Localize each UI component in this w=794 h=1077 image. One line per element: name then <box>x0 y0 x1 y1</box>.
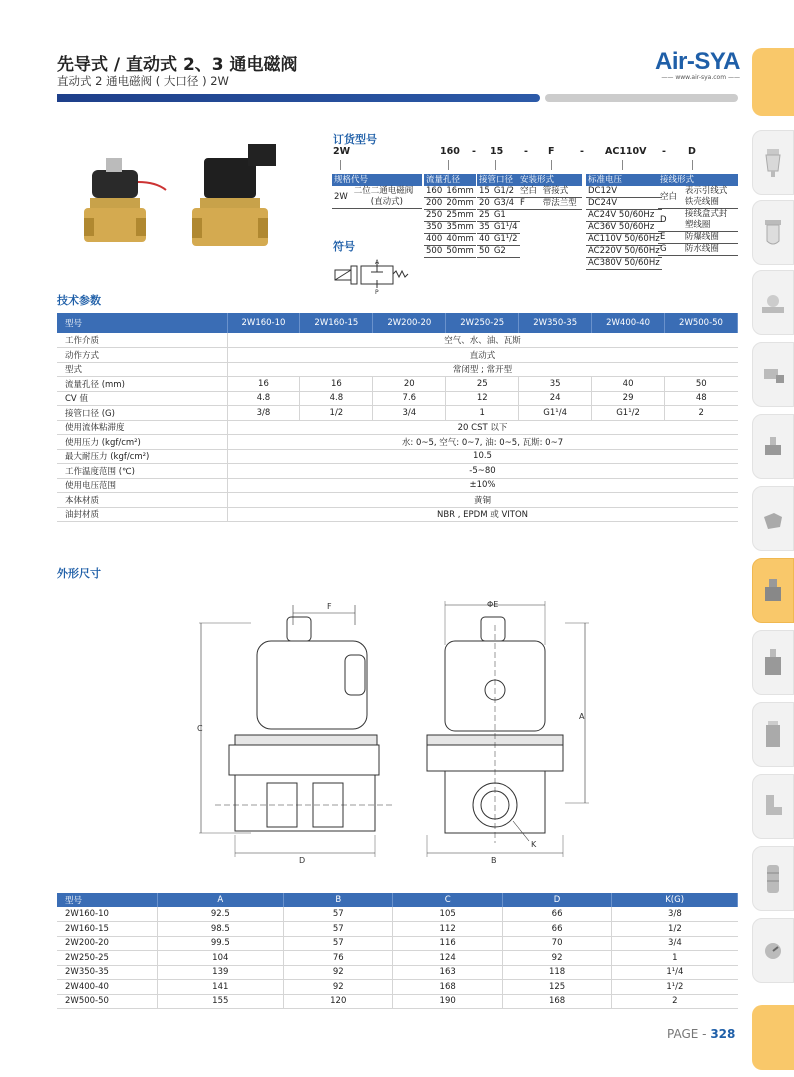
table-row: CV 值 4.8 4.8 7.6 12 24 29 48 <box>57 391 738 406</box>
page-subtitle: 直动式 2 通电磁阀 ( 大口径 ) 2W <box>57 74 229 88</box>
svg-text:A: A <box>375 259 380 266</box>
code-part: - <box>580 146 584 157</box>
filter-icon <box>762 147 784 179</box>
table-header-row: 型号 2W160-10 2W160-15 2W200-20 2W250-25 2W350-35 2W400-40 2W500-50 <box>57 313 738 333</box>
table-row: 2W400-40 141 92 168 125 1¹/2 <box>57 980 738 995</box>
side-tab-regulator[interactable] <box>752 200 794 265</box>
svg-text:F: F <box>327 602 332 611</box>
fitting-icon <box>762 287 784 319</box>
table-row: 使用流体粘滞度 20 CST 以下 <box>57 420 738 435</box>
product-photos <box>70 140 310 260</box>
table-row: 2W500-50 155 120 190 168 2 <box>57 994 738 1009</box>
table-row: 使用电压范围 ±10% <box>57 478 738 493</box>
side-tab-elbow[interactable] <box>752 774 794 839</box>
svg-text:D: D <box>299 856 306 865</box>
muffler-icon <box>762 863 784 895</box>
code-tick <box>340 160 341 170</box>
code-tick <box>495 160 496 170</box>
code-part: F <box>548 146 555 157</box>
table-row: 工作温度范围 (℃) -5~80 <box>57 464 738 479</box>
valve-photo-1 <box>84 158 166 242</box>
code-part: 2W <box>333 146 351 157</box>
svg-text:P: P <box>375 289 379 294</box>
side-tab-filter[interactable] <box>752 130 794 195</box>
code-part: - <box>524 146 528 157</box>
svg-text:B: B <box>491 856 497 865</box>
cup-icon <box>762 217 784 249</box>
order-mount-table: 安装形式 空白 管接式 F 带法兰型 <box>518 174 582 210</box>
table-row: 接管口径 (G) 3/8 1/2 3/4 1 G1¹/4 G1¹/2 2 <box>57 406 738 421</box>
brand-logo <box>640 48 740 81</box>
page-number: PAGE - 328 <box>667 1027 736 1041</box>
side-tab-muffler[interactable] <box>752 846 794 911</box>
code-part: 160 <box>440 146 460 157</box>
code-tick <box>448 160 449 170</box>
header-bar-grey <box>545 94 738 102</box>
svg-text:ΦE: ΦE <box>487 600 499 609</box>
table-row: 工作介质 空气、水、油、瓦斯 <box>57 333 738 348</box>
svg-text:K: K <box>531 840 537 849</box>
logo-url: —— www.air-sya.com —— <box>661 74 740 81</box>
gauge-icon <box>762 935 784 967</box>
table-row: 2W350-35 139 92 163 118 1¹/4 <box>57 965 738 980</box>
side-tab-actuator[interactable] <box>752 414 794 479</box>
actuator-icon <box>762 431 784 463</box>
table-row: 型式 常闭型 ; 常开型 <box>57 362 738 377</box>
gripper-icon <box>762 503 784 535</box>
order-port-table: 接管口径 15 G1/2 20 G3/4 25 G1 35 G1¹/4 40 G1¹/2 50 G2 <box>479 175 518 256</box>
side-tab-gripper[interactable] <box>752 486 794 551</box>
valve-photo-2 <box>192 144 276 246</box>
side-tab-silencer[interactable] <box>752 702 794 767</box>
table-row: 2W160-10 92.5 57 105 66 3/8 <box>57 907 738 922</box>
code-part: - <box>472 146 476 157</box>
header-bar-blue <box>57 94 540 102</box>
valve-icon <box>762 575 784 607</box>
code-tick <box>622 160 623 170</box>
side-tab-valve[interactable] <box>752 558 794 623</box>
code-part: 15 <box>490 146 504 157</box>
table-row: 流量孔径 (mm) 16 16 20 25 35 40 50 <box>57 377 738 392</box>
order-wiring-table: 接线形式 空白 表示引线式 铁壳线圈 D 接线盒式封 塑线圈 E 防爆线圈 G 防水线圈 <box>658 174 738 256</box>
table-row: 本体材质 黄铜 <box>57 493 738 508</box>
order-title: 订货型号 <box>333 133 377 146</box>
order-spec-table: 规格代号 2W 二位二通电磁阀 (直动式) <box>332 174 422 209</box>
manifold-icon <box>762 647 784 679</box>
specs-table <box>57 313 738 522</box>
specs-title: 技术参数 <box>57 294 101 307</box>
code-part: AC110V <box>605 146 647 157</box>
table-row: 油封材质 NBR , EPDM 或 VITON <box>57 507 738 522</box>
side-tab-top[interactable] <box>752 48 794 116</box>
dimensions-title: 外形尺寸 <box>57 567 101 580</box>
code-tick <box>551 160 552 170</box>
table-row: 2W160-15 98.5 57 112 66 1/2 <box>57 922 738 937</box>
side-tab-manifold[interactable] <box>752 630 794 695</box>
dimension-drawing <box>195 595 605 875</box>
side-tab-bottom[interactable] <box>752 1005 794 1070</box>
code-tick <box>692 160 693 170</box>
page-title: 先导式 / 直动式 2、3 通电磁阀 <box>57 55 298 75</box>
order-voltage-table: 标准电压 DC12V DC24V AC24V 50/60Hz AC36V 50/60Hz AC110V 50/60Hz AC220V 50/60Hz AC380V 50/60Hz <box>588 175 660 268</box>
side-tab-cylinder[interactable] <box>752 342 794 407</box>
svg-text:C: C <box>197 724 203 733</box>
table-row: 使用压力 (kgf/cm²) 水: 0~5, 空气: 0~7, 油: 0~5, 瓦斯: 0~7 <box>57 435 738 450</box>
table-row: 动作方式 直动式 <box>57 348 738 363</box>
valve-symbol <box>333 258 413 294</box>
side-tab-gauge[interactable] <box>752 918 794 983</box>
code-part: - <box>662 146 666 157</box>
table-row: 最大耐压力 (kgf/cm²) 10.5 <box>57 449 738 464</box>
table-row: 2W200-20 99.5 57 116 70 3/4 <box>57 936 738 951</box>
side-tab-fitting[interactable] <box>752 270 794 335</box>
elbow-icon <box>762 791 784 823</box>
table-header-row: 型号 A B C D K(G) <box>57 893 738 907</box>
dimensions-table <box>57 893 738 1009</box>
logo-text: Air-SYA <box>655 48 740 75</box>
order-flow-table: 流量孔径 160 16mm 200 20mm 250 25mm 350 35mm 400 40mm 500 50mm <box>424 174 476 258</box>
svg-text:A: A <box>579 712 585 721</box>
table-row: 2W250-25 104 76 124 92 1 <box>57 951 738 966</box>
cylinder-icon <box>762 359 784 391</box>
silencer-icon <box>762 719 784 751</box>
code-part: D <box>688 146 696 157</box>
symbol-title: 符号 <box>333 240 355 253</box>
